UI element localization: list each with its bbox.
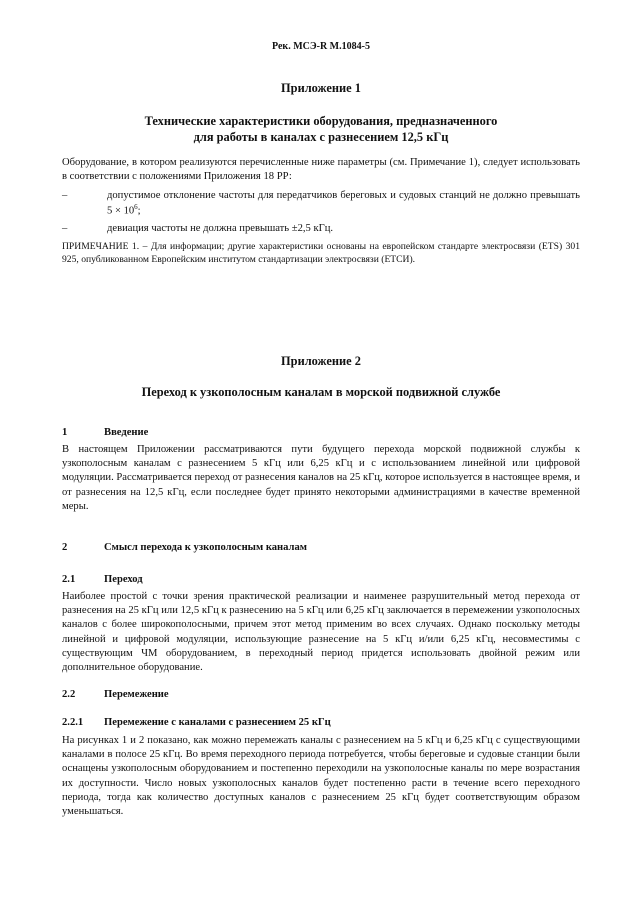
list-item (62, 222, 580, 236)
annex1-subtitle (62, 113, 580, 145)
section-heading-2-2-1: 2.2.1 Перемежение с каналами с разнесением 25 кГц (62, 717, 331, 728)
annex1-subtitle-line2: для работы в каналах с разнесением 12,5 кГц (193, 130, 449, 145)
section-heading-2-2: 2.2 Перемежение (62, 689, 169, 700)
list-dash: – (62, 190, 68, 201)
annex1-title: Приложение 1 (281, 81, 361, 95)
page-header: Рек. МСЭ-R M.1084-5 (272, 41, 370, 52)
annex2-subtitle: Переход к узкополосным каналам в морской подвижной службе (141, 385, 501, 399)
section-heading-1: 1 Введение (62, 427, 149, 438)
annex1-subtitle-line1: Технические характеристики оборудования, предназначенного (144, 114, 498, 128)
list-item (62, 189, 580, 219)
list-item-text: допустимое отклонение частоты для передатчиков береговых и судовых станций не должно превышать $5 \times 10^6$; (107, 190, 580, 217)
list-item-text: девиация частоты не должна превышать ±2,5 кГц. (107, 223, 334, 234)
annex2-title: Приложение 2 (281, 354, 361, 368)
interleave-paragraph: На рисунках 1 и 2 показано, как можно перемежать каналы с разнесением на 5 кГц и 6,25 кГц с существующими каналами в полосе 25 кГц. Во время переходного периода потребуется, чтобы береговые и судовые станции были оснащены узкополосным оборудованием и постепенно переходили на узкополосные каналы по мере возрастания их доступности. Число новых узкополосных каналов будет постепенно расти в течение всего переходного периода, тогда как количество доступных каналов с разнесением 25 кГц будет соответствующим образом уменьшаться. (62, 735, 580, 817)
transition-paragraph: Наиболее простой с точки зрения практической реализации и наименее разрушительный метод перехода от разнесения на 25 кГц или 12,5 кГц к разнесению на 5 кГц или 6,25 кГц заключается в перемежении узкополосных каналов с более широкополосными, причем этот метод применим во всех случаях. Однако поскольку методы линейной и цифровой модуляции, использующие разнесение на 5 кГц и/или 6,25 кГц, несовместимы с существующим ЧМ оборудованием, в переходный период придется использовать двойной режим или дополнительное оборудование. (62, 591, 580, 673)
annex1-intro: Оборудование, в котором реализуются перечисленные ниже параметры (см. Примечание 1), следует использовать в соответствии с положениями Приложения 18 РР: (62, 157, 580, 183)
intro-paragraph: В настоящем Приложении рассматриваются пути будущего перехода морской подвижной службы к узкополосным каналам с разнесением 5 кГц или 6,25 кГц и с использованием линейной или цифровой модуляции. Рассматривается переход от разнесения каналов на 25 кГц, которое используется в настоящее время, и от разнесения на 12,5 кГц, если последнее будет принято некоторыми администрациями в качестве временной меры. (62, 444, 580, 512)
section-heading-2: 2 Смысл перехода к узкополосным каналам (62, 542, 308, 553)
list-dash: – (62, 223, 68, 234)
annex1-note: ПРИМЕЧАНИЕ 1. – Для информации; другие характеристики основаны на европейском стандарте электросвязи (ETS) 301 925, опубликованном Европейским институтом стандартизации электросвязи (ЕТСИ). (62, 241, 580, 266)
section-heading-2-1: 2.1 Переход (62, 574, 143, 585)
